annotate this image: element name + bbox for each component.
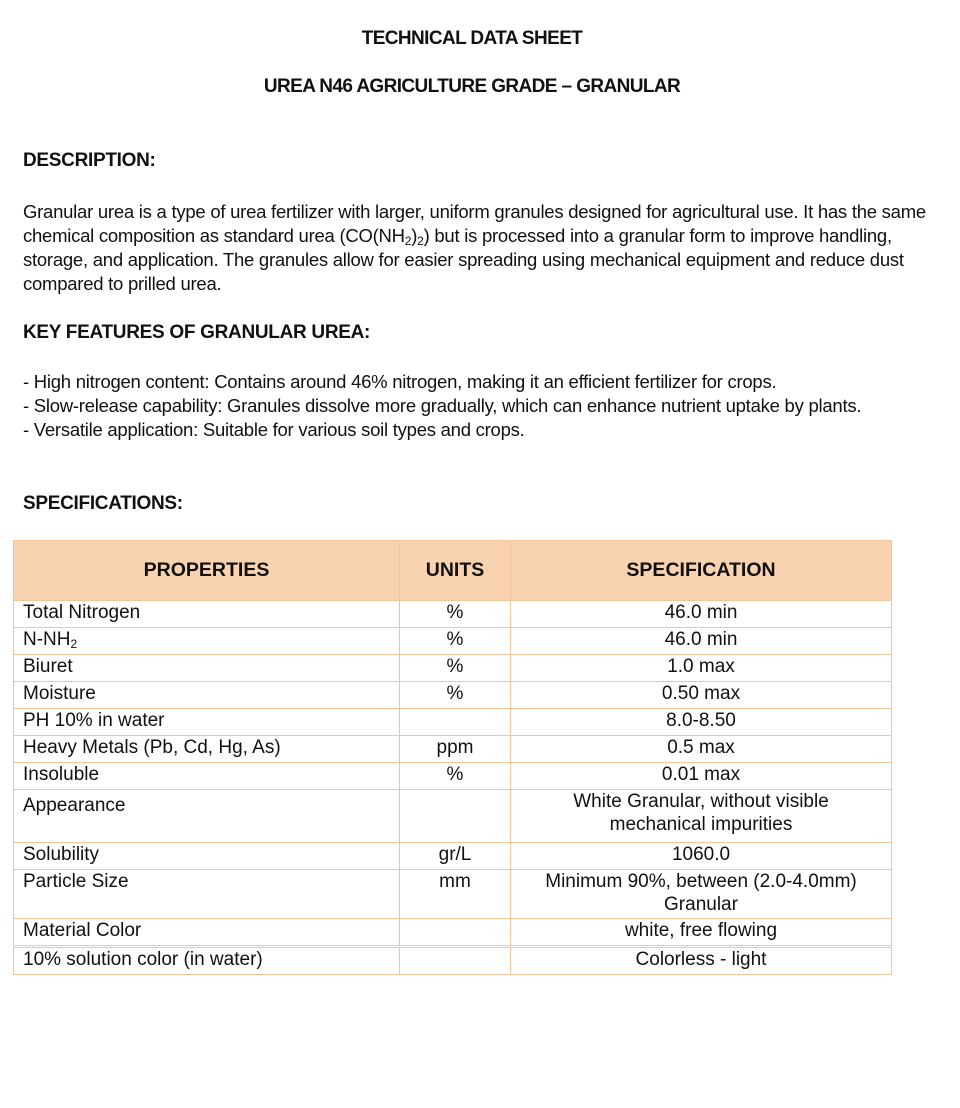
unit-cell: gr/L: [400, 843, 511, 870]
spec-cell: 0.01 max: [511, 763, 892, 790]
specifications-table: [13, 540, 892, 975]
property-cell: Solubility: [14, 843, 400, 870]
feature-item: - Versatile application: Suitable for various soil types and crops.: [23, 419, 525, 440]
table-row: [14, 763, 892, 790]
column-header-units: UNITS: [400, 541, 511, 601]
property-cell: Particle Size: [14, 870, 400, 919]
spec-cell: 46.0 min: [511, 601, 892, 628]
key-features-list: [23, 370, 933, 442]
unit-cell: %: [400, 655, 511, 682]
property-cell: Insoluble: [14, 763, 400, 790]
spec-cell: Colorless - light: [511, 947, 892, 975]
unit-cell: %: [400, 763, 511, 790]
spec-cell: 8.0-8.50: [511, 709, 892, 736]
table-row: [14, 870, 892, 919]
table-row: [14, 843, 892, 870]
property-cell: Material Color: [14, 919, 400, 947]
spec-cell: White Granular, without visible mechanical impurities: [511, 790, 892, 843]
unit-cell: %: [400, 601, 511, 628]
spec-cell: 0.5 max: [511, 736, 892, 763]
specifications-heading: SPECIFICATIONS:: [23, 493, 183, 514]
unit-cell: mm: [400, 870, 511, 919]
table-header-row: [14, 541, 892, 601]
unit-cell: %: [400, 682, 511, 709]
description-text: Granular urea is a type of urea fertilizer with larger, uniform granules designed for agricultural use. It has the same chemical composition as standard urea $(CO(NH_2)_2)$ but is processed into a granular form to improve handling, storage, and application. The granules allow for easier spreading using mechanical equipment and reduce dust compared to prilled urea.: [23, 201, 926, 294]
spec-cell: 46.0 min: [511, 628, 892, 655]
unit-cell: [400, 790, 511, 843]
table-row: [14, 919, 892, 947]
property-cell: PH 10% in water: [14, 709, 400, 736]
property-cell: Total Nitrogen: [14, 601, 400, 628]
spec-cell: Minimum 90%, between (2.0-4.0mm) Granular: [511, 870, 892, 919]
table-row: [14, 628, 892, 655]
spec-cell: 1.0 max: [511, 655, 892, 682]
table-row: [14, 709, 892, 736]
table-row: [14, 682, 892, 709]
document-title: TECHNICAL DATA SHEET: [361, 28, 583, 49]
spec-cell: white, free flowing: [511, 919, 892, 947]
column-header-specification: SPECIFICATION: [511, 541, 892, 601]
property-cell: Biuret: [14, 655, 400, 682]
property-cell: Heavy Metals (Pb, Cd, Hg, As): [14, 736, 400, 763]
property-cell: Appearance: [14, 790, 400, 843]
property-cell: Moisture: [14, 682, 400, 709]
description-heading: DESCRIPTION:: [23, 150, 156, 171]
column-header-properties: PROPERTIES: [14, 541, 400, 601]
table-row: [14, 736, 892, 763]
product-title: UREA N46 AGRICULTURE GRADE – GRANULAR: [263, 76, 681, 97]
unit-cell: [400, 919, 511, 947]
unit-cell: [400, 947, 511, 975]
unit-cell: %: [400, 628, 511, 655]
table-row: [14, 655, 892, 682]
table-row: [14, 601, 892, 628]
table-row: [14, 790, 892, 843]
spec-cell: 1060.0: [511, 843, 892, 870]
table-row: [14, 947, 892, 975]
feature-item: - High nitrogen content: Contains around 46% nitrogen, making it an efficient fertilizer for crops.: [23, 371, 777, 392]
feature-item: - Slow-release capability: Granules dissolve more gradually, which can enhance nutrient uptake by plants.: [23, 395, 862, 416]
spec-cell: 0.50 max: [511, 682, 892, 709]
unit-cell: [400, 709, 511, 736]
unit-cell: ppm: [400, 736, 511, 763]
property-cell: 10% solution color (in water): [14, 947, 400, 975]
property-cell: $N-NH_2$: [14, 628, 400, 655]
key-features-heading: KEY FEATURES OF GRANULAR UREA:: [23, 322, 371, 343]
